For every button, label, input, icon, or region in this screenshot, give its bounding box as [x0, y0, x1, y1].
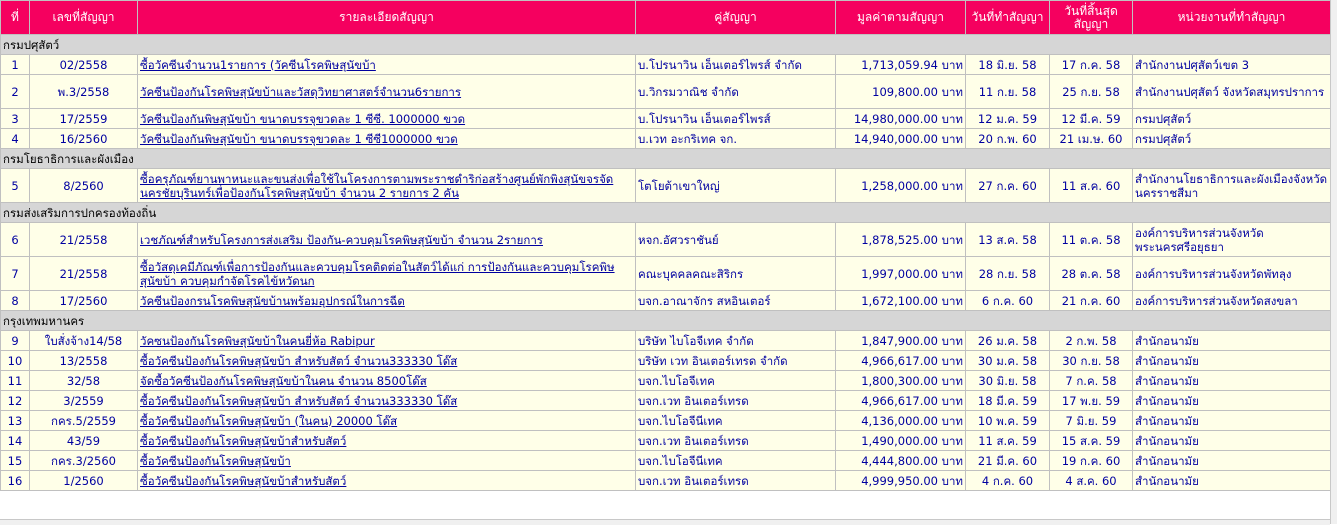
cell-description[interactable]: ซื้อวัคซีนป้องกันโรคพิษสุนัขบ้าสำหรับสัตว์ — [138, 471, 636, 491]
cell-agency: สำนักงานปศุสัตว์เขต 3 — [1133, 55, 1331, 75]
cell-no: 1 — [1, 55, 30, 75]
col-header-agency[interactable]: หน่วยงานที่ทำสัญญา — [1133, 1, 1331, 35]
cell-contract-no: 32/58 — [30, 371, 138, 391]
cell-party: บจก.ไบโอจีนีเทค — [636, 451, 836, 471]
group-row — [1, 149, 1331, 169]
group-row — [1, 203, 1331, 223]
cell-description[interactable]: วัคซีนป้องกันโรคพิษสุนัขบ้าและวัสดุวิทยาศาสตร์จำนวน6รายการ — [138, 75, 636, 109]
cell-agency: สำนักอนามัย — [1133, 431, 1331, 451]
cell-start-date: 28 ก.ย. 58 — [966, 257, 1050, 291]
table-row — [1, 223, 1331, 257]
cell-start-date: 30 มิ.ย. 58 — [966, 371, 1050, 391]
cell-description[interactable]: ซื้อวัคซีนป้องกันโรคพิษสุนัขบ้า — [138, 451, 636, 471]
table-row — [1, 351, 1331, 371]
cell-contract-no: 13/2558 — [30, 351, 138, 371]
cell-start-date: 18 มิ.ย. 58 — [966, 55, 1050, 75]
col-header-no[interactable]: ที่ — [1, 1, 30, 35]
group-row — [1, 311, 1331, 331]
group-title: กรมส่งเสริมการปกครองท้องถิ่น — [1, 203, 1331, 223]
cell-agency: สำนักงานโยธาธิการและผังเมืองจังหวัดนครราชสีมา — [1133, 169, 1331, 203]
cell-agency: สำนักอนามัย — [1133, 471, 1331, 491]
table-row — [1, 331, 1331, 351]
cell-party: บ.โปรนาวิน เอ็นเตอร์ไพรส์ — [636, 109, 836, 129]
cell-no: 15 — [1, 451, 30, 471]
cell-contract-no: 8/2560 — [30, 169, 138, 203]
cell-no: 11 — [1, 371, 30, 391]
cell-contract-no: 17/2560 — [30, 291, 138, 311]
cell-no: 16 — [1, 471, 30, 491]
cell-end-date: 2 ก.พ. 58 — [1050, 331, 1133, 351]
col-header-value[interactable]: มูลค่าตามสัญญา — [836, 1, 966, 35]
cell-contract-no: 02/2558 — [30, 55, 138, 75]
cell-party: หจก.อัศวราชันย์ — [636, 223, 836, 257]
cell-no: 10 — [1, 351, 30, 371]
cell-end-date: 19 ก.ค. 60 — [1050, 451, 1133, 471]
cell-description[interactable]: ซื้อครุภัณฑ์ยานพาหนะและขนส่งเพื่อใช้ในโครงการตามพระราชดำริก่อสร้างศูนย์พักพิงสุนัขจรจัดนครชัยบุรินทร์เพื่อป้องกันโรคพิษสุนัขบ้า จำนวน 2 รายการ 2 คัน — [138, 169, 636, 203]
cell-value: 4,136,000.00 บาท — [836, 411, 966, 431]
cell-value: 1,672,100.00 บาท — [836, 291, 966, 311]
cell-value: 1,997,000.00 บาท — [836, 257, 966, 291]
cell-agency: องค์การบริหารส่วนจังหวัดพระนครศรีอยุธยา — [1133, 223, 1331, 257]
cell-party: บริษัท เวท อินเตอร์เทรด จำกัด — [636, 351, 836, 371]
table-row — [1, 471, 1331, 491]
cell-value: 4,444,800.00 บาท — [836, 451, 966, 471]
table-row — [1, 169, 1331, 203]
cell-no: 6 — [1, 223, 30, 257]
cell-description[interactable]: ซื้อวัคซีนป้องกันโรคพิษสุนัขบ้าสำหรับสัตว์ — [138, 431, 636, 451]
cell-contract-no: พ.3/2558 — [30, 75, 138, 109]
cell-description[interactable]: วัคซนป้องกันโรคพิษสุนัขบ้าในคนยี่ห้อ Rabipur — [138, 331, 636, 351]
cell-description[interactable]: วัคซีนป้องกันพิษสุนัขบ้า ขนาดบรรจุขวดละ 1 ซีซี1000000 ขวด — [138, 129, 636, 149]
cell-no: 4 — [1, 129, 30, 149]
table-header-row — [1, 1, 1331, 35]
cell-party: คณะบุคคลคณะสิริกร — [636, 257, 836, 291]
cell-value: 4,999,950.00 บาท — [836, 471, 966, 491]
cell-start-date: 4 ก.ค. 60 — [966, 471, 1050, 491]
cell-party: บ.เวท อะกริเทค จก. — [636, 129, 836, 149]
cell-description[interactable]: ซื้อวัคซีนจำนวน1รายการ (วัคซีนโรคพิษสุนัขบ้า — [138, 55, 636, 75]
cell-start-date: 27 ก.ค. 60 — [966, 169, 1050, 203]
cell-value: 1,847,900.00 บาท — [836, 331, 966, 351]
cell-end-date: 30 ก.ย. 58 — [1050, 351, 1133, 371]
cell-start-date: 10 พ.ค. 59 — [966, 411, 1050, 431]
cell-value: 4,966,617.00 บาท — [836, 351, 966, 371]
cell-no: 8 — [1, 291, 30, 311]
cell-no: 5 — [1, 169, 30, 203]
cell-agency: สำนักอนามัย — [1133, 451, 1331, 471]
table-row — [1, 109, 1331, 129]
cell-end-date: 12 มี.ค. 59 — [1050, 109, 1133, 129]
cell-value: 1,490,000.00 บาท — [836, 431, 966, 451]
cell-contract-no: 16/2560 — [30, 129, 138, 149]
col-header-description[interactable]: รายละเอียดสัญญา — [138, 1, 636, 35]
vertical-scrollbar[interactable] — [1330, 0, 1337, 524]
cell-agency: สำนักอนามัย — [1133, 411, 1331, 431]
cell-start-date: 13 ส.ค. 58 — [966, 223, 1050, 257]
cell-end-date: 17 พ.ย. 59 — [1050, 391, 1133, 411]
cell-start-date: 11 ส.ค. 59 — [966, 431, 1050, 451]
cell-party: บจก.เวท อินเตอร์เทรด — [636, 471, 836, 491]
cell-end-date: 4 ส.ค. 60 — [1050, 471, 1133, 491]
cell-no: 3 — [1, 109, 30, 129]
cell-no: 14 — [1, 431, 30, 451]
cell-contract-no: 17/2559 — [30, 109, 138, 129]
cell-agency: สำนักอนามัย — [1133, 391, 1331, 411]
cell-contract-no: 1/2560 — [30, 471, 138, 491]
horizontal-scrollbar[interactable] — [0, 519, 1330, 525]
cell-value: 1,258,000.00 บาท — [836, 169, 966, 203]
cell-contract-no: กคร.3/2560 — [30, 451, 138, 471]
cell-contract-no: 21/2558 — [30, 223, 138, 257]
cell-description[interactable]: ซื้อวัคซีนป้องกันโรคพิษสุนัขบ้า สำหรับสัตว์ จำนวน333330 โด๊ส — [138, 351, 636, 371]
col-header-party[interactable]: คู่สัญญา — [636, 1, 836, 35]
group-title: กรมโยธาธิการและผังเมือง — [1, 149, 1331, 169]
cell-party: บจก.ไบโอจีเทค — [636, 371, 836, 391]
cell-end-date: 17 ก.ค. 58 — [1050, 55, 1133, 75]
cell-no: 7 — [1, 257, 30, 291]
cell-party: บจก.อาณาจักร สหอินเตอร์ — [636, 291, 836, 311]
cell-value: 1,800,300.00 บาท — [836, 371, 966, 391]
cell-start-date: 11 ก.ย. 58 — [966, 75, 1050, 109]
cell-party: บจก.เวท อินเตอร์เทรด — [636, 431, 836, 451]
cell-end-date: 21 เม.ษ. 60 — [1050, 129, 1133, 149]
cell-party: โตโยต้าเขาใหญ่ — [636, 169, 836, 203]
cell-agency: สำนักงานปศุสัตว์ จังหวัดสมุทรปราการ — [1133, 75, 1331, 109]
cell-agency: กรมปศุสัตว์ — [1133, 109, 1331, 129]
cell-value: 14,940,000.00 บาท — [836, 129, 966, 149]
cell-agency: สำนักอนามัย — [1133, 371, 1331, 391]
cell-no: 12 — [1, 391, 30, 411]
cell-party: บ.โปรนาวิน เอ็นเตอร์ไพรส์ จำกัด — [636, 55, 836, 75]
cell-value: 4,966,617.00 บาท — [836, 391, 966, 411]
cell-start-date: 20 ก.พ. 60 — [966, 129, 1050, 149]
cell-end-date: 11 ต.ค. 58 — [1050, 223, 1133, 257]
cell-contract-no: กคร.5/2559 — [30, 411, 138, 431]
cell-contract-no: ใบสั่งจ้าง14/58 — [30, 331, 138, 351]
table-row — [1, 75, 1331, 109]
cell-contract-no: 3/2559 — [30, 391, 138, 411]
cell-contract-no: 43/59 — [30, 431, 138, 451]
cell-end-date: 21 ก.ค. 60 — [1050, 291, 1133, 311]
cell-agency: กรมปศุสัตว์ — [1133, 129, 1331, 149]
table-row — [1, 129, 1331, 149]
cell-value: 1,878,525.00 บาท — [836, 223, 966, 257]
cell-start-date: 26 ม.ค. 58 — [966, 331, 1050, 351]
cell-party: บจก.ไบโอจีนีเทค — [636, 411, 836, 431]
cell-contract-no: 21/2558 — [30, 257, 138, 291]
table-row — [1, 257, 1331, 291]
cell-no: 13 — [1, 411, 30, 431]
cell-agency: องค์การบริหารส่วนจังหวัดสงขลา — [1133, 291, 1331, 311]
cell-description[interactable]: จัดซื้อวัคซีนป้องกันโรคพิษสุนัขบ้าในคน จำนวน 8500โด๊ส — [138, 371, 636, 391]
cell-end-date: 11 ส.ค. 60 — [1050, 169, 1133, 203]
table-row — [1, 371, 1331, 391]
cell-value: 1,713,059.94 บาท — [836, 55, 966, 75]
cell-no: 9 — [1, 331, 30, 351]
group-row — [1, 35, 1331, 55]
cell-description[interactable]: ซื้อวัคซีนป้องกันโรคพิษสุนัขบ้า (ในคน) 20000 โด๊ส — [138, 411, 636, 431]
cell-party: บจก.เวท อินเตอร์เทรด — [636, 391, 836, 411]
cell-start-date: 21 มี.ค. 60 — [966, 451, 1050, 471]
table-row — [1, 431, 1331, 451]
table-row — [1, 391, 1331, 411]
cell-party: บริษัท ไบโอจีเทค จำกัด — [636, 331, 836, 351]
cell-description[interactable]: วัคซีนป้องกันพิษสุนัขบ้า ขนาดบรรจุขวดละ 1 ซีซี. 1000000 ขวด — [138, 109, 636, 129]
col-header-contract-no[interactable]: เลขที่สัญญา — [30, 1, 138, 35]
cell-value: 109,800.00 บาท — [836, 75, 966, 109]
cell-end-date: 7 มิ.ย. 59 — [1050, 411, 1133, 431]
cell-start-date: 12 ม.ค. 59 — [966, 109, 1050, 129]
cell-start-date: 6 ก.ค. 60 — [966, 291, 1050, 311]
cell-end-date: 15 ส.ค. 59 — [1050, 431, 1133, 451]
cell-value: 14,980,000.00 บาท — [836, 109, 966, 129]
cell-end-date: 7 ก.ค. 58 — [1050, 371, 1133, 391]
table-body — [1, 35, 1331, 491]
group-title: กรมปศุสัตว์ — [1, 35, 1331, 55]
col-header-end-date[interactable]: วันที่สิ้นสุด สัญญา — [1050, 1, 1133, 35]
table-row — [1, 291, 1331, 311]
cell-description[interactable]: เวชภัณฑ์สำหรับโครงการส่งเสริม ป้องกัน-ควบคุมโรคพิษสุนัขบ้า จำนวน 2รายการ — [138, 223, 636, 257]
table-row — [1, 411, 1331, 431]
cell-start-date: 30 ม.ค. 58 — [966, 351, 1050, 371]
table-row — [1, 451, 1331, 471]
col-header-start-date[interactable]: วันที่ทำสัญญา — [966, 1, 1050, 35]
cell-description[interactable]: วัคซีนป้องกรนโรคพิษสุนัขบ้านพร้อมอุปกรณ์ในการฉีด — [138, 291, 636, 311]
cell-end-date: 28 ต.ค. 58 — [1050, 257, 1133, 291]
cell-no: 2 — [1, 75, 30, 109]
cell-description[interactable]: ซื้อวัสดุเคมีภัณฑ์เพื่อการป้องกันและควบคุมโรคติดต่อในสัตว์ได้แก่ การป้องกันและควบคุมโรคพิษสุนัขบ้า ควบคุมกำจัดโรคไข้หวัดนก — [138, 257, 636, 291]
cell-party: บ.วิกรมวาณิช จำกัด — [636, 75, 836, 109]
cell-end-date: 25 ก.ย. 58 — [1050, 75, 1133, 109]
cell-agency: สำนักอนามัย — [1133, 351, 1331, 371]
cell-description[interactable]: ซื้อวัคซีนป้องกันโรคพิษสุนัขบ้า สำหรับสัตว์ จำนวน333330 โด๊ส — [138, 391, 636, 411]
table-row — [1, 55, 1331, 75]
cell-agency: สำนักอนามัย — [1133, 331, 1331, 351]
group-title: กรุงเทพมหานคร — [1, 311, 1331, 331]
cell-start-date: 18 มี.ค. 59 — [966, 391, 1050, 411]
cell-agency: องค์การบริหารส่วนจังหวัดพัทลุง — [1133, 257, 1331, 291]
